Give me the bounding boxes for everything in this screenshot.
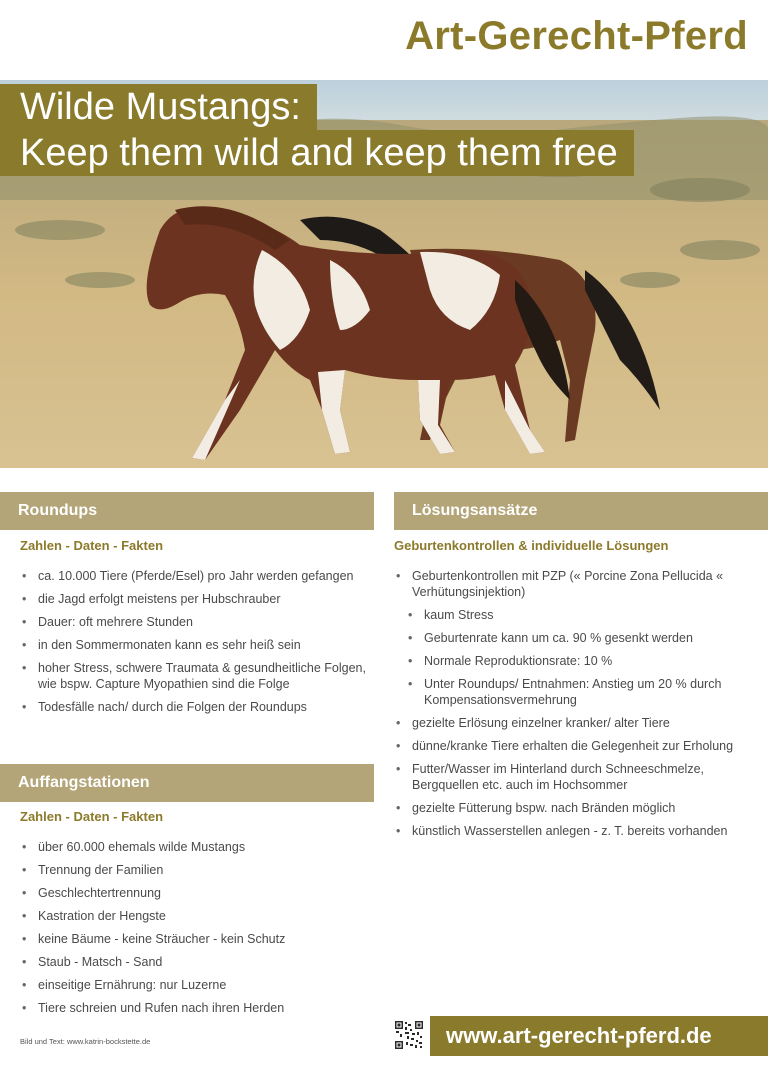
roundups-subheading: Zahlen - Daten - Fakten <box>20 538 164 553</box>
list-item: • Todesfälle nach/ durch die Folgen der Roundups <box>20 699 376 715</box>
list-item: • in den Sommermonaten kann es sehr heiß sein <box>20 637 376 653</box>
list-item: • Geschlechtertrennung <box>20 885 376 901</box>
qr-code-icon <box>394 1020 424 1050</box>
list-item: • gezielte Erlösung einzelner kranker/ alter Tiere <box>394 715 754 731</box>
roundups-list <box>20 568 376 722</box>
list-item: • über 60.000 ehemals wilde Mustangs <box>20 839 376 855</box>
hero-title-line-2: Keep them wild and keep them free <box>0 130 634 176</box>
image-credit: Bild und Text: www.katrin-bockstette.de <box>20 1037 151 1046</box>
list-item: • gezielte Fütterung bspw. nach Bränden möglich <box>394 800 754 816</box>
list-item: • Futter/Wasser im Hinterland durch Schneeschmelze, Bergquellen etc. auch im Hochsommer <box>394 761 754 793</box>
brand-title: Art-Gerecht-Pferd <box>405 14 748 58</box>
roundups-heading: Roundups <box>0 492 374 530</box>
loesung-heading: Lösungsansätze <box>394 492 768 530</box>
list-item: • künstlich Wasserstellen anlegen - z. T. bereits vorhanden <box>394 823 754 839</box>
list-item: • ca. 10.000 Tiere (Pferde/Esel) pro Jahr werden gefangen <box>20 568 376 584</box>
list-item: • hoher Stress, schwere Traumata & gesundheitliche Folgen, wie bspw. Capture Myopathien sind die Folge <box>20 660 376 692</box>
list-item: • Staub - Matsch - Sand <box>20 954 376 970</box>
website-url[interactable]: www.art-gerecht-pferd.de <box>430 1016 768 1056</box>
list-item: • Dauer: oft mehrere Stunden <box>20 614 376 630</box>
list-item: • Trennung der Familien <box>20 862 376 878</box>
loesung-subheading: Geburtenkontrollen & individuelle Lösungen <box>394 538 669 553</box>
loesung-list <box>394 568 754 846</box>
list-item: • dünne/kranke Tiere erhalten die Gelegenheit zur Erholung <box>394 738 754 754</box>
list-item: • keine Bäume - keine Sträucher - kein Schutz <box>20 931 376 947</box>
list-item: • die Jagd erfolgt meistens per Hubschrauber <box>20 591 376 607</box>
list-item: • einseitige Ernährung: nur Luzerne <box>20 977 376 993</box>
auffang-subheading: Zahlen - Daten - Fakten <box>20 809 164 824</box>
list-item: • Geburtenkontrollen mit PZP (« Porcine Zona Pellucida « Verhütungsinjektion) <box>394 568 754 600</box>
list-item: • Kastration der Hengste <box>20 908 376 924</box>
list-item: • Unter Roundups/ Entnahmen: Anstieg um 20 % durch Kompensationsvermehrung <box>394 676 754 708</box>
list-item: • Tiere schreien und Rufen nach ihren Herden <box>20 1000 376 1016</box>
list-item: • kaum Stress <box>394 607 754 623</box>
auffang-list <box>20 839 376 1023</box>
hero-title-line-1: Wilde Mustangs: <box>0 84 317 130</box>
auffang-heading: Auffangstationen <box>0 764 374 802</box>
list-item: • Geburtenrate kann um ca. 90 % gesenkt werden <box>394 630 754 646</box>
list-item: • Normale Reproduktionsrate: 10 % <box>394 653 754 669</box>
